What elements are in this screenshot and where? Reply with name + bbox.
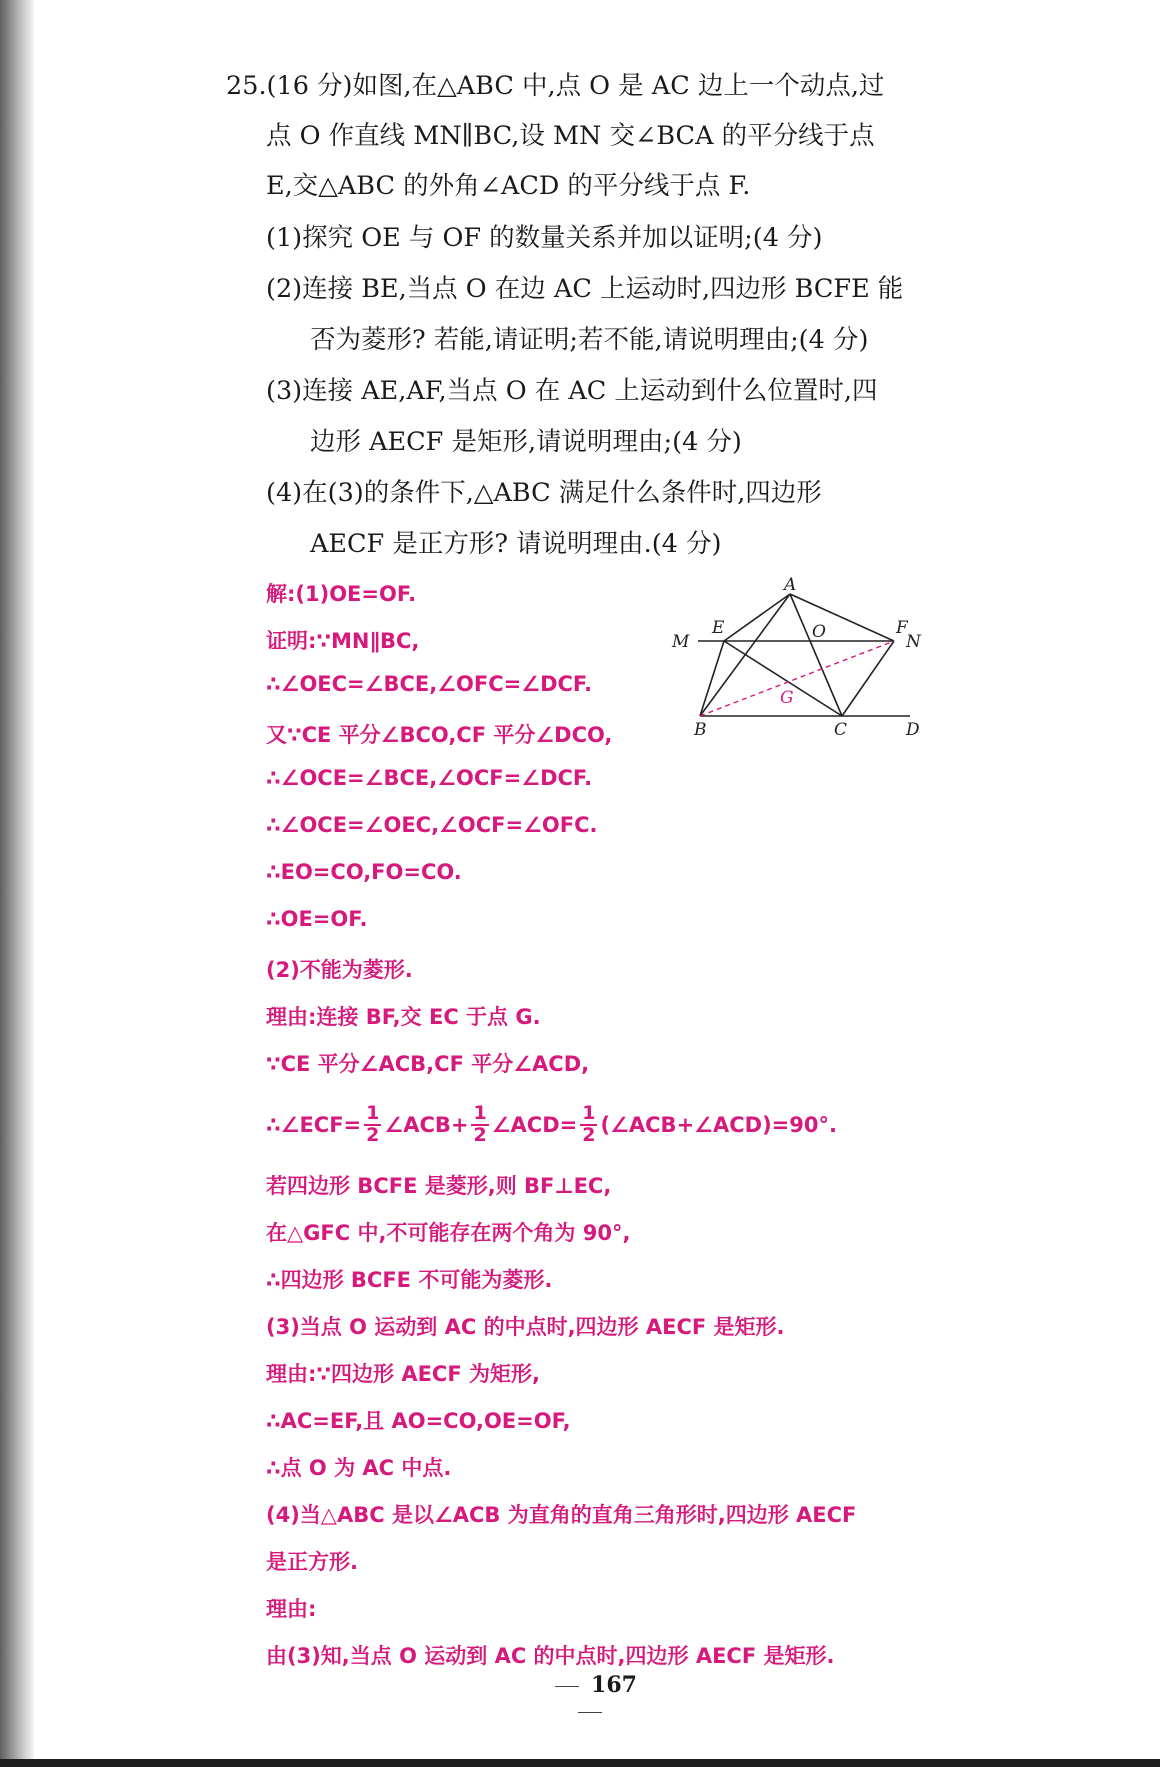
bottom-edge-bar [0, 1759, 1160, 1767]
question-part-2: (2)连接 BE,当点 O 在边 AC 上运动时,四边形 BCFE 能 [266, 274, 904, 304]
question-line-2: 点 O 作直线 MN∥BC,设 MN 交∠BCA 的平分线于点 [266, 121, 875, 151]
solution-line-21: 理由: [266, 1597, 317, 1621]
page-number-value: 167 [591, 1672, 637, 1698]
fraction-1 [364, 1104, 381, 1146]
formula-part-3: (∠ACB+∠ACD)=90°. [600, 1113, 837, 1137]
page-number-dash-left [555, 1686, 579, 1687]
solution-line-11: ∵CE 平分∠ACB,CF 平分∠ACD, [266, 1052, 590, 1076]
solution-line-4: 又∵CE 平分∠BCO,CF 平分∠DCO, [266, 723, 613, 747]
solution-line-12: 若四边形 BCFE 是菱形,则 BF⊥EC, [266, 1174, 612, 1198]
solution-line-16: 理由:∵四边形 AECF 为矩形, [266, 1362, 540, 1386]
figure-lines [698, 594, 910, 716]
label-a: A [784, 575, 797, 595]
book-binding-shadow [0, 0, 34, 1767]
solution-line-5: ∴∠OCE=∠BCE,∠OCF=∠DCF. [266, 766, 593, 790]
label-m: M [672, 632, 690, 652]
solution-line-6: ∴∠OCE=∠OEC,∠OCF=∠OFC. [266, 813, 598, 837]
solution-line-17: ∴AC=EF,且 AO=CO,OE=OF, [266, 1409, 571, 1433]
solution-line-20: 是正方形. [266, 1550, 358, 1574]
formula-part-1: ∠ACB+ [384, 1113, 469, 1137]
page-number-dash-right [578, 1712, 602, 1713]
solution-line-1: 解:(1)OE=OF. [266, 582, 417, 606]
label-c: C [834, 720, 848, 740]
label-o: O [812, 622, 826, 642]
label-b: B [694, 720, 707, 740]
question-line-3: E,交△ABC 的外角∠ACD 的平分线于点 F. [266, 171, 751, 201]
segment-ac [790, 594, 842, 716]
question-part-3-cont: 边形 AECF 是矩形,请说明理由;(4 分) [310, 427, 742, 457]
question-part-2-cont: 否为菱形? 若能,请证明;若不能,请说明理由;(4 分) [310, 325, 869, 355]
solution-line-9: (2)不能为菱形. [266, 958, 413, 982]
question-line-1: 25.(16 分)如图,在△ABC 中,点 O 是 AC 边上一个动点,过 [226, 71, 885, 101]
label-d: D [906, 720, 920, 740]
fraction-2 [471, 1104, 488, 1146]
question-part-4: (4)在(3)的条件下,△ABC 满足什么条件时,四边形 [266, 478, 822, 508]
formula-part-2: ∠ACD= [491, 1113, 578, 1137]
solution-formula [266, 1100, 837, 1150]
fraction-3-denominator: 2 [582, 1124, 596, 1146]
solution-line-13: 在△GFC 中,不可能存在两个角为 90°, [266, 1221, 631, 1245]
segment-cf [842, 641, 894, 716]
solution-line-8: ∴OE=OF. [266, 907, 368, 931]
fraction-3 [580, 1104, 597, 1146]
solution-line-18: ∴点 O 为 AC 中点. [266, 1456, 452, 1480]
fraction-3-numerator: 1 [582, 1102, 596, 1125]
solution-line-22: 由(3)知,当点 O 运动到 AC 的中点时,四边形 AECF 是矩形. [266, 1644, 835, 1668]
solution-line-2: 证明:∵MN∥BC, [266, 629, 420, 653]
segment-be [700, 641, 724, 716]
label-e: E [712, 618, 725, 638]
solution-line-10: 理由:连接 BF,交 EC 于点 G. [266, 1005, 541, 1029]
fraction-1-denominator: 2 [366, 1124, 380, 1146]
question-part-3: (3)连接 AE,AF,当点 O 在 AC 上运动到什么位置时,四 [266, 376, 878, 406]
label-g: G [780, 688, 794, 708]
label-f: F [896, 618, 908, 638]
segment-ae [724, 594, 790, 641]
fraction-2-numerator: 1 [473, 1102, 487, 1125]
formula-prefix: ∴∠ECF= [266, 1113, 362, 1137]
label-n: N [906, 632, 921, 652]
geometry-figure [670, 575, 930, 740]
question-part-4-cont: AECF 是正方形? 请说明理由.(4 分) [310, 529, 722, 559]
fraction-2-denominator: 2 [473, 1124, 487, 1146]
segment-af [790, 594, 894, 641]
question-part-1: (1)探究 OE 与 OF 的数量关系并加以证明;(4 分) [266, 223, 823, 253]
page-number [520, 1672, 660, 1724]
solution-line-14: ∴四边形 BCFE 不可能为菱形. [266, 1268, 553, 1292]
segment-bf-dashed [700, 641, 894, 716]
solution-line-7: ∴EO=CO,FO=CO. [266, 860, 462, 884]
fraction-1-numerator: 1 [366, 1102, 380, 1125]
solution-line-15: (3)当点 O 运动到 AC 的中点时,四边形 AECF 是矩形. [266, 1315, 785, 1339]
solution-line-19: (4)当△ABC 是以∠ACB 为直角的直角三角形时,四边形 AECF [266, 1503, 857, 1527]
solution-line-3: ∴∠OEC=∠BCE,∠OFC=∠DCF. [266, 672, 593, 696]
